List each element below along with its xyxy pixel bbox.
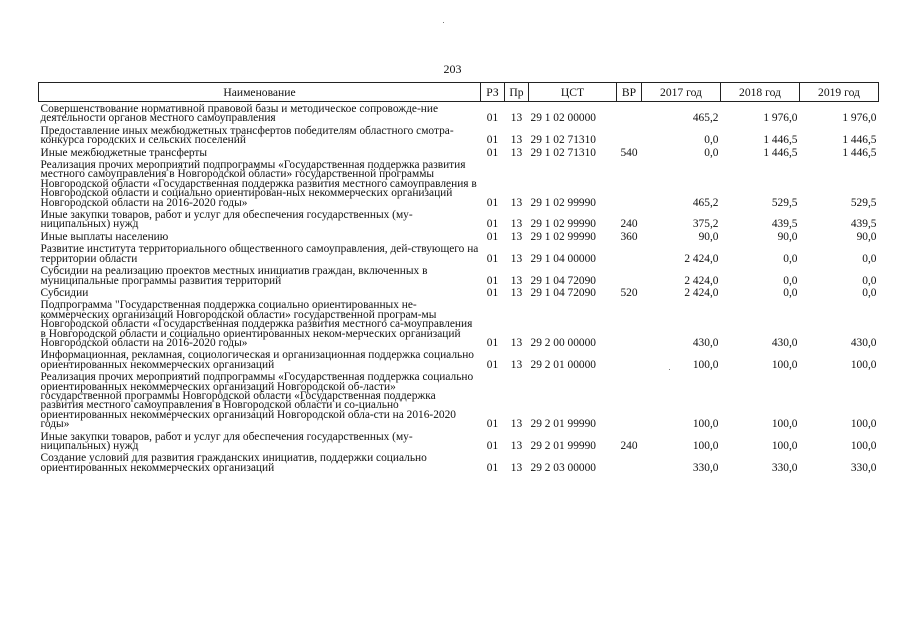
row-name: Развитие института территориального общественного самоуправления, дей-ствующего на территории области xyxy=(40,243,479,265)
row-cst: 29 2 00 00000 xyxy=(530,336,596,349)
table-row xyxy=(39,146,879,158)
row-pr: 13 xyxy=(510,146,523,159)
row-value-2017: 430,0 xyxy=(692,336,719,349)
row-value-2017: 2 424,0 xyxy=(684,274,719,287)
row-rz: 01 xyxy=(486,146,499,159)
row-value-2017: 100,0 xyxy=(692,358,719,371)
budget-table xyxy=(38,82,879,473)
row-rz: 01 xyxy=(486,461,499,474)
header-2017: 2017 год xyxy=(642,83,721,102)
row-rz: 01 xyxy=(486,196,499,209)
row-pr: 13 xyxy=(510,230,523,243)
row-value-2019: 1 976,0 xyxy=(842,112,877,125)
row-value-2018: 100,0 xyxy=(771,418,798,431)
row-pr: 13 xyxy=(510,274,523,287)
row-rz: 01 xyxy=(486,112,499,125)
row-rz: 01 xyxy=(486,252,499,265)
row-value-2019: 1 446,5 xyxy=(842,146,877,159)
row-pr: 13 xyxy=(510,112,523,125)
row-pr: 13 xyxy=(510,196,523,209)
header-pr: Пр xyxy=(505,83,529,102)
row-value-2019: 330,0 xyxy=(850,461,877,474)
row-vr: 520 xyxy=(620,286,638,299)
row-value-2019: 430,0 xyxy=(850,336,877,349)
table-row xyxy=(39,158,879,208)
table-row xyxy=(39,451,879,473)
row-value-2018: 0,0 xyxy=(783,274,798,287)
row-name: Иные выплаты населению xyxy=(40,230,169,243)
row-vr xyxy=(617,264,642,286)
row-value-2018: 439,5 xyxy=(771,218,798,231)
table-row xyxy=(39,348,879,370)
row-pr: 13 xyxy=(510,418,523,431)
row-name: Подпрограмма "Государственная поддержка социально ориентированных не-коммерческих организаций Новгородской области» государственной програм-мы Новгородской области «Государственная поддержка развития местного са-моуправления в Новгородской области и социально ориентированных неком-мерческих организаций Новгородской области на 2016-2020 годы» xyxy=(40,299,473,349)
row-rz: 01 xyxy=(486,134,499,147)
row-value-2017: 100,0 xyxy=(692,418,719,431)
table-row xyxy=(39,102,879,124)
table-row xyxy=(39,208,879,230)
row-cst: 29 2 01 00000 xyxy=(530,358,596,371)
row-rz: 01 xyxy=(486,440,499,452)
row-value-2018: 430,0 xyxy=(771,336,798,349)
row-value-2018: 0,0 xyxy=(783,252,798,265)
row-name: Информационная, рекламная, социологическая и организационная поддержка социально ориентированных некоммерческих организаций xyxy=(40,349,474,371)
row-vr xyxy=(617,348,642,370)
row-value-2019: 1 446,5 xyxy=(842,134,877,147)
row-cst: 29 2 03 00000 xyxy=(530,461,596,474)
header-rz: РЗ xyxy=(481,83,505,102)
row-cst: 29 1 02 00000 xyxy=(530,112,596,125)
row-vr: 240 xyxy=(620,440,638,452)
row-rz: 01 xyxy=(486,218,499,231)
row-value-2018: 90,0 xyxy=(777,230,798,243)
row-pr: 13 xyxy=(510,252,523,265)
table-row xyxy=(39,430,879,452)
row-cst: 29 1 02 99990 xyxy=(530,218,596,231)
row-value-2018: 330,0 xyxy=(771,461,798,474)
row-name: Реализация прочих мероприятий подпрограммы «Государственная поддержка социально ориентированных некоммерческих организаций Новгородской об-ласти» государственной программы Новгородской области «Государственная поддержка развития местного самоуправления в Новгородской области и со-циально ориентированных некоммерческих организаций Новгородской обла-сти на 2016-2020 годы» xyxy=(40,371,474,431)
row-name: Реализация прочих мероприятий подпрограммы «Государственная поддержка развития местного самоуправления в Новгородской области» государственной программы Новгородской области «Государственная поддержка развития местного самоуправления в Новгородской области и социально ориентирован-ных некоммерческих организаций Новгородской области на 2016-2020 годы» xyxy=(40,159,477,209)
row-vr xyxy=(617,124,642,146)
row-name: Предоставление иных межбюджетных трансфертов победителям областного смотра-конкурса городских и сельских поселений xyxy=(40,124,454,147)
scan-speck xyxy=(443,22,444,23)
header-2018: 2018 год xyxy=(721,83,800,102)
row-vr: 360 xyxy=(620,230,638,243)
row-value-2017: 330,0 xyxy=(692,461,719,474)
row-name: Иные межбюджетные трансферты xyxy=(40,146,208,159)
row-cst: 29 2 01 99990 xyxy=(530,418,596,431)
row-value-2018: 100,0 xyxy=(771,358,798,371)
row-rz: 01 xyxy=(486,336,499,349)
row-pr: 13 xyxy=(510,440,523,452)
header-name: Наименование xyxy=(39,83,481,102)
row-name: Создание условий для развития гражданских инициатив, поддержки социально ориентированных некоммерческих организаций xyxy=(40,452,427,474)
table-row xyxy=(39,370,879,429)
row-cst: 29 2 01 99990 xyxy=(530,440,596,452)
table-row xyxy=(39,124,879,146)
row-value-2018: 1 446,5 xyxy=(763,134,798,147)
row-value-2018: 100,0 xyxy=(771,440,798,452)
table-row xyxy=(39,230,879,242)
row-value-2018: 0,0 xyxy=(783,286,798,299)
row-name: Совершенствование нормативной правовой базы и методическое сопровожде-ние деятельности органов местного самоуправления xyxy=(40,103,439,125)
row-pr: 13 xyxy=(510,286,523,299)
table-row xyxy=(39,286,879,298)
row-value-2019: 0,0 xyxy=(862,286,877,299)
row-name: Субсидии на реализацию проектов местных инициатив граждан, включенных в муниципальные программы развития территорий xyxy=(40,265,428,287)
row-value-2017: 0,0 xyxy=(704,134,719,147)
row-value-2019: 0,0 xyxy=(862,274,877,287)
table-row xyxy=(39,298,879,348)
row-rz: 01 xyxy=(486,358,499,371)
row-value-2019: 439,5 xyxy=(850,218,877,231)
table-row xyxy=(39,242,879,264)
row-vr: 240 xyxy=(620,218,638,231)
row-vr xyxy=(617,242,642,264)
row-name: Иные закупки товаров, работ и услуг для обеспечения государственных (му-ниципальных) нужд xyxy=(40,209,413,231)
row-vr xyxy=(617,370,642,429)
row-cst: 29 1 02 99990 xyxy=(530,196,596,209)
row-pr: 13 xyxy=(510,336,523,349)
row-pr: 13 xyxy=(510,218,523,231)
header-cst: ЦСТ xyxy=(529,83,617,102)
header-vr: ВР xyxy=(617,83,642,102)
row-value-2017: 2 424,0 xyxy=(684,252,719,265)
row-value-2018: 529,5 xyxy=(771,196,798,209)
row-rz: 01 xyxy=(486,286,499,299)
row-cst: 29 1 04 72090 xyxy=(530,274,596,287)
row-pr: 13 xyxy=(510,358,523,371)
row-value-2017: 2 424,0 xyxy=(684,286,719,299)
row-value-2017: 100,0 xyxy=(692,440,719,452)
row-vr xyxy=(617,158,642,208)
row-value-2019: 0,0 xyxy=(862,252,877,265)
row-name: Субсидии xyxy=(40,286,89,299)
row-value-2017: 465,2 xyxy=(692,196,719,209)
row-value-2019: 100,0 xyxy=(850,440,877,452)
row-cst: 29 1 02 99990 xyxy=(530,230,596,243)
page-number: 203 xyxy=(443,62,462,76)
header-2019: 2019 год xyxy=(800,83,879,102)
row-vr xyxy=(617,102,642,124)
row-pr: 13 xyxy=(510,134,523,147)
row-vr: 540 xyxy=(620,146,638,159)
row-value-2019: 529,5 xyxy=(850,196,877,209)
table-body xyxy=(39,102,879,474)
row-value-2018: 1 976,0 xyxy=(763,112,798,125)
row-cst: 29 1 02 71310 xyxy=(530,146,596,159)
row-value-2018: 1 446,5 xyxy=(763,146,798,159)
table-row xyxy=(39,264,879,286)
row-cst: 29 1 04 00000 xyxy=(530,252,596,265)
row-value-2019: 100,0 xyxy=(850,358,877,371)
row-name: Иные закупки товаров, работ и услуг для обеспечения государственных (му-ниципальных) нужд xyxy=(40,430,413,452)
row-value-2019: 90,0 xyxy=(856,230,877,243)
row-rz: 01 xyxy=(486,418,499,431)
row-rz: 01 xyxy=(486,230,499,243)
row-vr xyxy=(617,451,642,473)
row-cst: 29 1 04 72090 xyxy=(530,286,596,299)
row-vr xyxy=(617,298,642,348)
row-value-2017: 0,0 xyxy=(704,146,719,159)
row-value-2017: 375,2 xyxy=(692,218,719,231)
row-value-2019: 100,0 xyxy=(850,418,877,431)
row-rz: 01 xyxy=(486,274,499,287)
row-value-2017: 465,2 xyxy=(692,112,719,125)
table-header-row xyxy=(39,83,879,102)
row-pr: 13 xyxy=(510,461,523,474)
row-value-2017: 90,0 xyxy=(698,230,719,243)
row-cst: 29 1 02 71310 xyxy=(530,134,596,147)
